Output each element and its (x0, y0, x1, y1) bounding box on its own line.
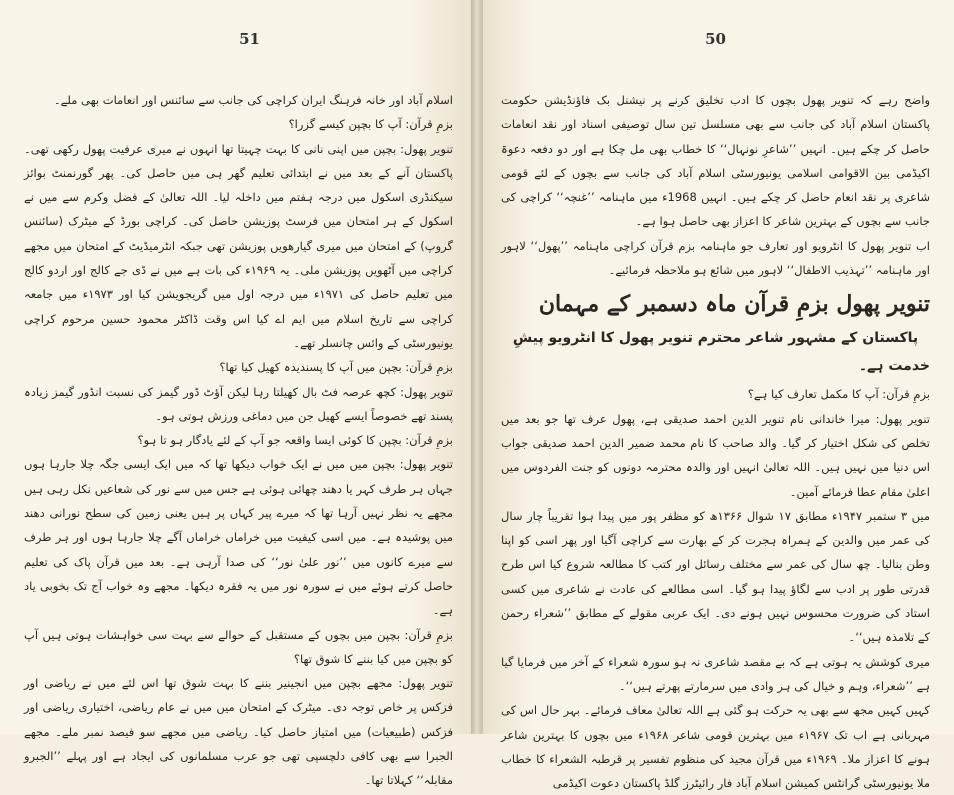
paragraph: واضح رہے کہ تنویر پھول بچوں کا ادب تخلیق کرنے پر نیشنل بک فاؤنڈیشن حکومت پاکستان اسلام آباد کی جانب سے بھی مسلسل تین سال توصیفی اسناد اور نقد انعامات حاصل کر چکے ہیں۔ انہیں ’’شاعرِ نونہال‘‘ کا خطاب بھی مل چکا ہے اور دو دفعہ دعوۃ اکیڈمی بین الاقوامی اسلامی یونیورسٹی اسلام آباد کی جانب سے بچوں کے لئے قومی شاعری پر نقد انعام حاصل کر چکے ہیں۔ انہیں 1968ء میں ماہنامہ ’’غنچہ‘‘ کراچی کی جانب سے بچوں کے بہترین شاعر کا اعزاز بھی حاصل ہوا ہے۔ (501, 93, 930, 229)
interview-subheadline: پاکستان کے مشہور شاعر محترم تنویر پھول کا انٹرویو پیشِ خدمت ہے۔ (512, 330, 930, 375)
paragraph: تنویر پھول: کچھ عرصہ فٹ بال کھیلتا رہا لیکن آؤٹ ڈور گیمز کی نسبت انڈور گیمز زیادہ پسند تھے خصوصاً ایسے کھیل جن میں دماغی ورزش ہوتی ہو۔ (24, 384, 453, 423)
paragraph: میں ۳ ستمبر ۱۹۴۷ء مطابق ۱۷ شوال ۱۳۶۶ھ کو مظفر پور میں پیدا ہوا تقریباً چار سال کی عمر میں والدین کے ہمراہ ہجرت کر کے بھارت سے کراچی آگیا اور پھر اسی کو اپنا وطن بنالیا۔ چھ سال کی عمر سے مختلف رسائل اور کتب کا مطالعہ شروع کیا اس طرح قدرتی طور پر ادب سے لگاؤ پیدا ہو گیا۔ اسی مطالعے کی عادت نے شاعری میں کسی استاد کی ضرورت محسوس نہیں ہونے دی۔ ایک عربی مقولے کے مطابق ’’شعراء رحمن کے تلامذہ ہیں‘‘۔ (501, 508, 930, 645)
left-page (0, 0, 477, 788)
paragraph: بزمِ قرآن: بچپن کا کوئی ایسا واقعہ جو آپ کے لئے یادگار ہو تا ہو؟ (137, 433, 453, 448)
right-page-body (501, 88, 930, 795)
paragraph: کہیں کہیں مجھ سے بھی یہ حرکت ہو گئی ہے اللہ تعالیٰ معاف فرمائے۔ بہر حال اس کی مہربانی ہے اب تک ۱۹۶۷ء میں بہترین قومی شاعر ۱۹۶۸ء میں بچوں کا بہترین شاعر ہونے کا اعزاز ملا۔ ۱۹۶۹ء میں قرآن مجید کی منظوم تفسیر پر قرطبہ الشعراء کا خطاب ملا یونیورسٹی گرانٹس کمیشن اسلام آباد فار رائیٹرز گلڈ پاکستان دعوت اکیڈمی (501, 703, 930, 791)
paragraph: تنویر پھول: بچپن میں میں نے ایک خواب دیکھا تھا کہ میں ایک ایسی جگہ چلا جارہا ہوں جہاں ہر طرف کہر یا دھند چھائی ہوئی ہے جس میں سے نور کی شعاعیں نکل رہی ہیں مجھے یہ نظر نہیں آرہا تھا کہ میرے پیر کہاں پر ہیں یعنی زمین کی سطح نورانی دھند میں پوشیدہ ہے۔ میں اسی کیفیت میں خراماں خراماں آگے چلا جارہا ہوں اور ہر طرف سے میرے کانوں میں ’’نور علیٰ نور‘‘ کی صدا آرہی ہے۔ بعد میں قرآن پاک کی تعلیم حاصل کرتے ہوئے میں نے سورہ نور میں یہ فقرہ دیکھا۔ مجھے وہ خواب آج تک بخوبی یاد ہے۔ (24, 457, 453, 618)
page-number-right: 50 (705, 30, 726, 48)
paragraph: تنویر پھول: میرا خاندانی نام تنویر الدین احمد صدیقی ہے، پھول عرف تھا جو بعد میں تخلص کی شکل اختیار کر گیا۔ والد صاحب کا نام محمد ضمیر الدین احمد صدیقی جواب اس دنیا میں نہیں ہیں۔ اللہ تعالیٰ انہیں اور والدہ محترمہ دونوں کو جنت الفردوس میں اعلیٰ مقام عطا فرمائے آمین۔ (501, 411, 930, 499)
paragraph: میری کوشش یہ ہوتی ہے کہ بے مقصد شاعری نہ ہو سورہ شعراء کے آخر میں فرمایا گیا ہے ’’شعراء، وہم و خیال کی ہر وادی میں سرمارتے پھرتے ہیں‘‘۔ (501, 654, 930, 693)
paragraph: بزمِ قرآن: آپ کا مکمل تعارف کیا ہے؟ (747, 387, 930, 402)
left-page-body (24, 88, 453, 793)
paragraph: بزمِ قرآن: بچپن میں آپ کا پسندیدہ کھیل کیا تھا؟ (219, 360, 453, 375)
page-number-left: 51 (239, 30, 260, 48)
paragraph: تنویر پھول: بچپن میں اپنی نانی کا بہت چہیتا تھا انہوں نے میری عرفیت پھول رکھی تھی۔ پاکستان آنے کے بعد میں نے ابتدائی تعلیم گھر ہی میں حاصل کی۔ پھر گورنمنٹ بوائز سیکنڈری اسکول میں درجہ ہفتم میں داخلہ لیا۔ اللہ تعالیٰ کے فضل وکرم سے میں نے اسکول کے ہر امتحان میں فرسٹ پوزیشن حاصل کی۔ کراچی بورڈ کے میٹرک (سائنس گروپ) کے امتحان میں میری گیارھویں پوزیشن تھی جبکہ انٹرمیڈیٹ کے امتحان میں مجھے کراچی میں آٹھویں پوزیشن ملی۔ یہ ۱۹۶۹ء کی بات ہے میں نے ڈی جے کالج اور اردو کالج میں تعلیم حاصل کی ۱۹۷۱ء میں درجہ اول میں گریجویشن کیا اور ۱۹۷۳ء میں جامعہ کراچی سے تاریخ اسلام میں ایم اے کیا اس وقت ڈاکٹر محمود حسین مرحوم کراچی یونیورسٹی کے وائس چانسلر تھے۔ (24, 141, 454, 350)
paragraph: بزمِ قرآن: آپ کا بچپن کیسے گزرا؟ (288, 117, 453, 132)
paragraph: اسلام آباد اور خانہ فرہنگ ایران کراچی کی جانب سے سائنس اور انعامات بھی ملے۔ (53, 93, 453, 107)
book-gutter (471, 0, 483, 734)
paragraph: تنویر پھول: مجھے بچپن میں انجینیر بننے کا بہت شوق تھا اس لئے میں نے ریاضی اور فزکس پر خاص توجہ دی۔ میٹرک کے امتحان میں میں نے عام ریاضی، اختیاری ریاضی اور فزکس (طبیعیات) میں امتیاز حاصل کیا۔ ریاضی میں مجھے سو فیصد نمبر ملے۔ مجھے الجبرا سے بھی کافی دلچسپی تھی جو عرب مسلمانوں کی ایجاد ہے اور پہلے ’’الجبرو مقابلہ‘‘ کہلاتا تھا۔ (24, 676, 453, 788)
paragraph: اب تنویر پھول کا انٹرویو اور تعارف جو ماہنامہ بزم قرآن کراچی ماہنامہ ’’پھول‘‘ لاہور اور ماہنامہ ’’تہذیب الاطفال‘‘ لاہور میں شائع ہو ملاحظہ فرمائیے۔ (501, 238, 930, 278)
paragraph: بزمِ قرآن: بچپن میں بچوں کے مستقبل کے حوالے سے بہت سی خواہشات ہوتی ہیں آپ کو بچپن میں کیا بننے کا شوق تھا؟ (24, 627, 453, 666)
interview-headline: تنویر پھول بزمِ قرآن ماہ دسمبر کے مہمان (538, 291, 930, 318)
right-page (477, 0, 954, 791)
